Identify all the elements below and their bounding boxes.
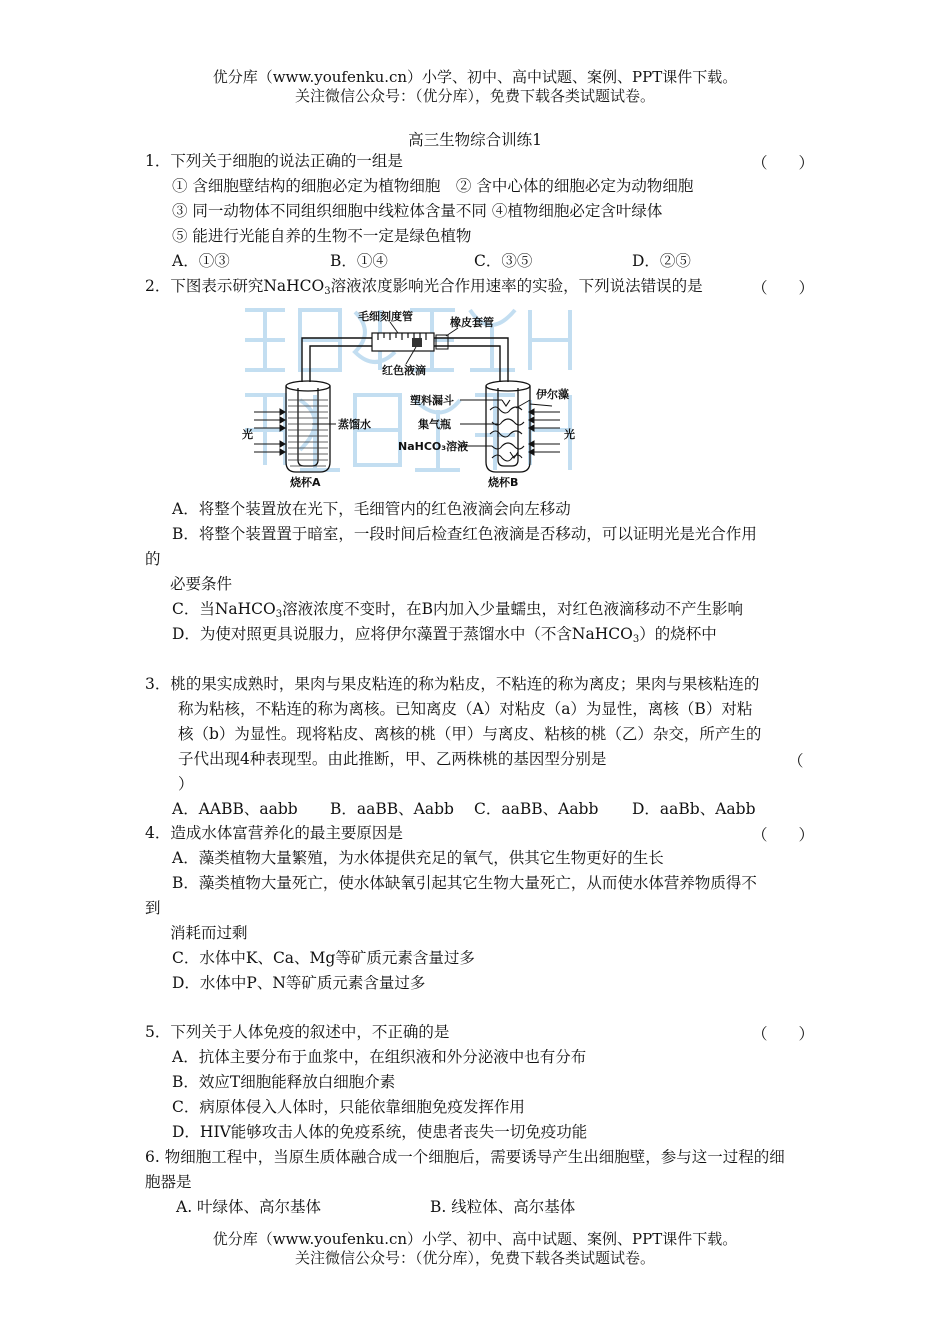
q3-option-b: B．aaBB、Aabb — [330, 800, 454, 818]
q2-option-b-line1: B．将整个装置置于暗室，一段时间后检查红色液滴是否移动，可以证明光是光合作用 — [172, 525, 757, 543]
q3-option-d: D．aaBb、Aabb — [632, 800, 756, 818]
label-capillary: 毛细刻度管 — [358, 310, 413, 323]
q1-option-c: C．③⑤ — [474, 252, 533, 270]
q3-line-2: 称为粘核，不粘连的称为离核。已知离皮（A）对粘皮（a）为显性，离核（B）对粘 — [178, 700, 753, 718]
q1-statement-1: ① 含细胞壁结构的细胞必定为植物细胞 ② 含中心体的细胞必定为动物细胞 — [172, 177, 694, 195]
experiment-diagram — [240, 300, 600, 490]
q6-line-2: 胞器是 — [145, 1173, 192, 1191]
label-distilled-water: 蒸馏水 — [338, 418, 371, 431]
q3-option-c: C．aaBB、Aabb — [474, 800, 599, 818]
q5-option-a: A．抗体主要分布于血浆中，在组织液和外分泌液中也有分布 — [172, 1048, 587, 1066]
q4-option-b-line2: 到 — [145, 899, 161, 917]
q2-option-c: C．当NaHCO$_3$溶液浓度不变时，在B内加入少量蠕虫，对红色液滴移动不产生影响 — [172, 600, 744, 620]
q4-stem: 4．造成水体富营养化的最主要原因是 — [145, 824, 403, 842]
q3-option-a: A．AABB、aabb — [172, 800, 298, 818]
q4-answer-paren: （ ） — [752, 826, 815, 844]
beaker-a — [286, 381, 330, 472]
q2-option-b-line3: 必要条件 — [170, 575, 233, 593]
q1-answer-paren: （ ） — [752, 154, 815, 172]
q4-option-c: C．水体中K、Ca、Mg等矿质元素含量过多 — [172, 949, 475, 967]
label-nahco3: NaHCO₃溶液 — [398, 440, 469, 453]
q2-option-d: D．为使对照更具说服力，应将伊尔藻置于蒸馏水中（不含NaHCO$_3$）的烧杯中 — [172, 625, 717, 645]
q4-option-b-line1: B．藻类植物大量死亡，使水体缺氧引起其它生物大量死亡，从而使水体营养物质得不 — [172, 874, 757, 892]
q5-option-c: C．病原体侵入人体时，只能依靠细胞免疫发挥作用 — [172, 1098, 525, 1116]
q3-paren-close: ） — [178, 775, 194, 793]
q5-option-d: D．HIV能够攻击人体的免疫系统，使患者丧失一切免疫功能 — [172, 1123, 588, 1141]
header-line-1: 优分库（www.youfenku.cn）小学、初中、高中试题、案例、PPT课件下载。 — [212, 68, 738, 86]
label-light-right: 光 — [564, 428, 575, 441]
q3-paren-open: （ — [788, 752, 804, 770]
label-beaker-a: 烧杯A — [290, 476, 321, 489]
q6-line-1: 6. 物细胞工程中，当原生质体融合成一个细胞后，需要诱导产生出细胞壁，参与这一过程的细 — [145, 1148, 785, 1166]
q1-statement-2: ③ 同一动物体不同组织细胞中线粒体含量不同 ④植物细胞必定含叶绿体 — [172, 202, 663, 220]
label-gas-bottle: 集气瓶 — [418, 418, 451, 431]
red-droplet — [412, 338, 422, 347]
q2-option-a: A．将整个装置放在光下，毛细管内的红色液滴会向左移动 — [172, 500, 571, 518]
q1-option-a: A．①③ — [172, 252, 230, 270]
q4-option-d: D．水体中P、N等矿质元素含量过多 — [172, 974, 426, 992]
q5-option-b: B．效应T细胞能释放白细胞介素 — [172, 1073, 396, 1091]
q2-answer-paren: （ ） — [752, 279, 815, 297]
q2-option-b-line2: 的 — [145, 550, 161, 568]
q3-line-3: 核（b）为显性。现将粘皮、离核的桃（甲）与离皮、粘核的桃（乙）杂交，所产生的 — [178, 725, 762, 743]
q4-option-b-line3: 消耗而过剩 — [170, 924, 248, 942]
header-line-2: 关注微信公众号：（优分库），免费下载各类试题试卷。 — [294, 87, 655, 105]
q2-stem: 2．下图表示研究NaHCO$_3$溶液浓度影响光合作用速率的实验，下列说法错误的是 — [145, 277, 703, 297]
q6-option-b: B. 线粒体、高尔基体 — [430, 1198, 576, 1216]
label-light-left: 光 — [242, 428, 253, 441]
q1-stem: 1．下列关于细胞的说法正确的一组是 — [145, 152, 403, 170]
q4-option-a: A．藻类植物大量繁殖，为水体提供充足的氧气，供其它生物更好的生长 — [172, 849, 664, 867]
footer-line-1: 优分库（www.youfenku.cn）小学、初中、高中试题、案例、PPT课件下载。 — [212, 1230, 738, 1248]
q5-answer-paren: （ ） — [752, 1025, 815, 1043]
q6-option-a: A. 叶绿体、高尔基体 — [176, 1198, 322, 1216]
label-funnel: 塑料漏斗 — [410, 394, 454, 407]
q1-option-b: B．①④ — [330, 252, 388, 270]
label-rubber-sleeve: 橡皮套管 — [450, 316, 494, 329]
q5-stem: 5．下列关于人体免疫的叙述中，不正确的是 — [145, 1023, 450, 1041]
q1-statement-3: ⑤ 能进行光能自养的生物不一定是绿色植物 — [172, 227, 472, 245]
q1-option-d: D．②⑤ — [632, 252, 691, 270]
page-title: 高三生物综合训练1 — [408, 131, 542, 149]
label-beaker-b: 烧杯B — [488, 476, 519, 489]
distilled-water — [288, 400, 328, 466]
label-red-droplet: 红色液滴 — [382, 364, 426, 377]
label-elodea: 伊尔藻 — [536, 388, 569, 401]
q3-line-4: 子代出现4种表现型。由此推断，甲、乙两株桃的基因型分别是 — [178, 750, 607, 768]
q3-line-1: 3．桃的果实成熟时，果肉与果皮粘连的称为粘皮，不粘连的称为离皮；果肉与果核粘连的 — [145, 675, 760, 693]
footer-line-2: 关注微信公众号：（优分库），免费下载各类试题试卷。 — [294, 1249, 655, 1267]
capillary-tube — [372, 333, 434, 351]
